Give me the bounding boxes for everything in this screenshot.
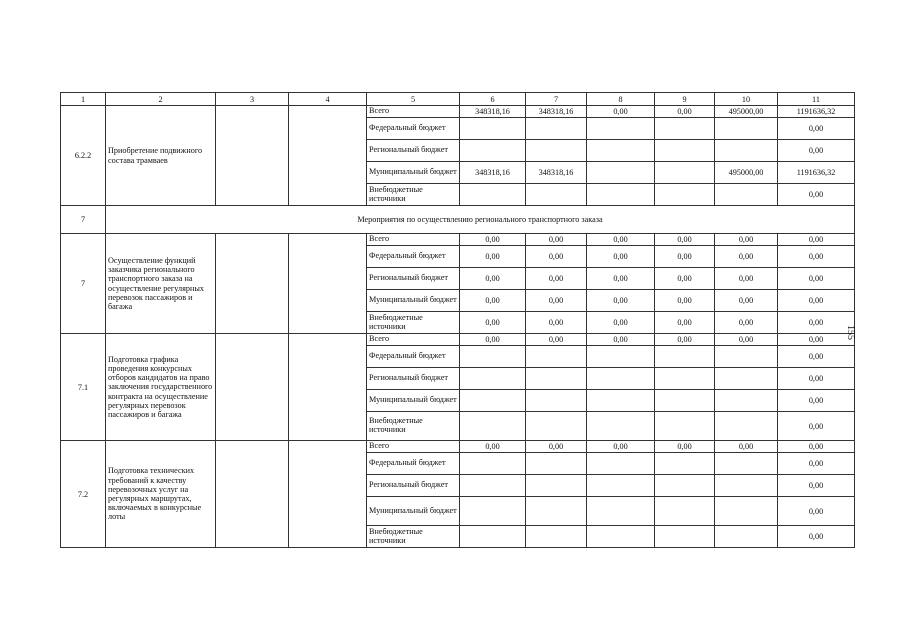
funding-source: Всего <box>367 234 460 246</box>
amount-cell <box>587 184 655 206</box>
amount-cell <box>460 390 526 412</box>
amount-cell <box>587 390 655 412</box>
column-header: 8 <box>587 93 655 106</box>
item-number: 7.2 <box>61 441 106 548</box>
col4-cell <box>289 234 367 334</box>
amount-cell <box>587 412 655 441</box>
col4-cell <box>289 334 367 441</box>
amount-cell <box>526 412 587 441</box>
amount-cell <box>655 184 715 206</box>
column-header: 10 <box>715 93 778 106</box>
amount-cell <box>587 368 655 390</box>
amount-cell: 0,00 <box>778 334 855 346</box>
amount-cell <box>460 475 526 497</box>
amount-cell: 0,00 <box>778 346 855 368</box>
section-row <box>61 206 855 234</box>
amount-cell: 0,00 <box>526 334 587 346</box>
amount-cell <box>526 526 587 548</box>
amount-cell: 0,00 <box>778 118 855 140</box>
amount-cell: 0,00 <box>460 268 526 290</box>
amount-cell <box>715 412 778 441</box>
amount-cell: 0,00 <box>778 234 855 246</box>
amount-cell: 0,00 <box>587 268 655 290</box>
amount-cell <box>655 368 715 390</box>
amount-cell <box>526 184 587 206</box>
amount-cell <box>715 118 778 140</box>
amount-cell <box>655 412 715 441</box>
funding-source: Федеральный бюджет <box>367 453 460 475</box>
funding-source: Внебюджетные источники <box>367 184 460 206</box>
amount-cell: 0,00 <box>460 234 526 246</box>
amount-cell: 0,00 <box>778 497 855 526</box>
funding-source: Внебюджетные источники <box>367 312 460 334</box>
amount-cell: 0,00 <box>655 290 715 312</box>
column-header: 2 <box>106 93 216 106</box>
col4-cell <box>289 441 367 548</box>
funding-source: Муниципальный бюджет <box>367 162 460 184</box>
column-header: 3 <box>216 93 289 106</box>
amount-cell: 0,00 <box>655 268 715 290</box>
amount-cell <box>526 368 587 390</box>
amount-cell: 0,00 <box>778 184 855 206</box>
amount-cell: 0,00 <box>715 268 778 290</box>
amount-cell: 0,00 <box>587 234 655 246</box>
amount-cell: 0,00 <box>715 334 778 346</box>
amount-cell <box>587 475 655 497</box>
amount-cell: 0,00 <box>587 246 655 268</box>
amount-cell: 495000,00 <box>715 162 778 184</box>
column-header: 6 <box>460 93 526 106</box>
amount-cell <box>460 118 526 140</box>
amount-cell <box>526 497 587 526</box>
amount-cell <box>655 475 715 497</box>
budget-table <box>60 92 855 548</box>
amount-cell <box>587 497 655 526</box>
funding-source: Внебюджетные источники <box>367 412 460 441</box>
amount-cell: 0,00 <box>778 368 855 390</box>
table-row <box>61 234 855 246</box>
section-number: 7 <box>61 206 106 234</box>
item-description: Осуществление функций заказчика регионального транспортного заказа на осуществление регулярных перевозок пассажиров и багажа <box>106 234 216 334</box>
amount-cell <box>715 497 778 526</box>
amount-cell <box>526 475 587 497</box>
amount-cell: 348318,16 <box>526 106 587 118</box>
item-number: 6.2.2 <box>61 106 106 206</box>
amount-cell <box>526 346 587 368</box>
amount-cell: 0,00 <box>587 290 655 312</box>
amount-cell <box>460 526 526 548</box>
amount-cell <box>460 140 526 162</box>
amount-cell: 0,00 <box>778 526 855 548</box>
amount-cell: 0,00 <box>778 390 855 412</box>
amount-cell: 0,00 <box>526 312 587 334</box>
amount-cell: 1191636,32 <box>778 162 855 184</box>
amount-cell: 0,00 <box>587 441 655 453</box>
amount-cell <box>460 453 526 475</box>
amount-cell <box>655 526 715 548</box>
amount-cell: 0,00 <box>460 441 526 453</box>
funding-source: Федеральный бюджет <box>367 118 460 140</box>
amount-cell <box>715 526 778 548</box>
amount-cell <box>587 453 655 475</box>
amount-cell: 0,00 <box>655 312 715 334</box>
amount-cell <box>460 497 526 526</box>
col4-cell <box>289 106 367 206</box>
col3-cell <box>216 334 289 441</box>
funding-source: Региональный бюджет <box>367 475 460 497</box>
header-row <box>61 93 855 106</box>
amount-cell <box>460 412 526 441</box>
column-header: 7 <box>526 93 587 106</box>
amount-cell <box>655 140 715 162</box>
amount-cell: 495000,00 <box>715 106 778 118</box>
amount-cell: 0,00 <box>460 246 526 268</box>
amount-cell: 0,00 <box>587 106 655 118</box>
amount-cell: 0,00 <box>460 334 526 346</box>
amount-cell: 0,00 <box>778 441 855 453</box>
funding-source: Муниципальный бюджет <box>367 390 460 412</box>
amount-cell: 0,00 <box>778 290 855 312</box>
funding-source: Внебюджетные источники <box>367 526 460 548</box>
amount-cell: 0,00 <box>715 290 778 312</box>
amount-cell <box>587 140 655 162</box>
amount-cell <box>655 497 715 526</box>
amount-cell: 0,00 <box>526 268 587 290</box>
amount-cell: 0,00 <box>778 453 855 475</box>
amount-cell: 0,00 <box>460 312 526 334</box>
amount-cell <box>715 453 778 475</box>
funding-source: Всего <box>367 106 460 118</box>
amount-cell <box>715 475 778 497</box>
col3-cell <box>216 234 289 334</box>
funding-source: Региональный бюджет <box>367 368 460 390</box>
funding-source: Региональный бюджет <box>367 268 460 290</box>
item-number: 7 <box>61 234 106 334</box>
amount-cell <box>587 526 655 548</box>
col3-cell <box>216 441 289 548</box>
amount-cell: 0,00 <box>715 441 778 453</box>
amount-cell <box>715 368 778 390</box>
amount-cell: 0,00 <box>587 334 655 346</box>
amount-cell <box>587 162 655 184</box>
amount-cell: 348318,16 <box>460 106 526 118</box>
amount-cell: 348318,16 <box>460 162 526 184</box>
funding-source: Всего <box>367 334 460 346</box>
amount-cell: 0,00 <box>778 312 855 334</box>
amount-cell: 0,00 <box>778 268 855 290</box>
column-header: 9 <box>655 93 715 106</box>
item-description: Подготовка графика проведения конкурсных отборов кандидатов на право заключения государственного контракта на осуществление регулярных перевозок пассажиров и багажа <box>106 334 216 441</box>
amount-cell <box>655 162 715 184</box>
amount-cell <box>715 140 778 162</box>
col3-cell <box>216 106 289 206</box>
amount-cell: 0,00 <box>778 412 855 441</box>
table-row <box>61 334 855 346</box>
amount-cell: 0,00 <box>526 234 587 246</box>
item-number: 7.1 <box>61 334 106 441</box>
item-description: Подготовка технических требований к качеству перевозочных услуг на регулярных маршрутах, включаемых в конкурсные лоты <box>106 441 216 548</box>
amount-cell <box>526 140 587 162</box>
funding-source: Федеральный бюджет <box>367 346 460 368</box>
amount-cell: 0,00 <box>655 106 715 118</box>
amount-cell: 0,00 <box>587 312 655 334</box>
amount-cell: 348318,16 <box>526 162 587 184</box>
amount-cell <box>715 390 778 412</box>
column-header: 5 <box>367 93 460 106</box>
amount-cell <box>460 184 526 206</box>
amount-cell: 0,00 <box>715 246 778 268</box>
amount-cell: 0,00 <box>655 234 715 246</box>
amount-cell: 0,00 <box>778 246 855 268</box>
amount-cell <box>715 346 778 368</box>
amount-cell: 1191636,32 <box>778 106 855 118</box>
amount-cell <box>460 368 526 390</box>
table-row <box>61 106 855 118</box>
amount-cell: 0,00 <box>526 290 587 312</box>
column-header: 4 <box>289 93 367 106</box>
amount-cell <box>655 453 715 475</box>
funding-source: Муниципальный бюджет <box>367 497 460 526</box>
item-description: Приобретение подвижного состава трамваев <box>106 106 216 206</box>
amount-cell <box>460 346 526 368</box>
amount-cell <box>655 346 715 368</box>
page-number: 155 <box>845 325 856 340</box>
amount-cell: 0,00 <box>778 140 855 162</box>
amount-cell: 0,00 <box>778 475 855 497</box>
column-header: 1 <box>61 93 106 106</box>
funding-source: Муниципальный бюджет <box>367 290 460 312</box>
amount-cell: 0,00 <box>526 441 587 453</box>
section-title: Мероприятия по осуществлению регионального транспортного заказа <box>106 206 855 234</box>
funding-source: Федеральный бюджет <box>367 246 460 268</box>
amount-cell <box>587 346 655 368</box>
amount-cell: 0,00 <box>715 312 778 334</box>
amount-cell <box>655 390 715 412</box>
amount-cell <box>715 184 778 206</box>
amount-cell <box>526 390 587 412</box>
column-header: 11 <box>778 93 855 106</box>
amount-cell: 0,00 <box>655 246 715 268</box>
funding-source: Всего <box>367 441 460 453</box>
amount-cell: 0,00 <box>526 246 587 268</box>
amount-cell <box>587 118 655 140</box>
amount-cell: 0,00 <box>655 441 715 453</box>
table-row <box>61 441 855 453</box>
amount-cell <box>526 118 587 140</box>
amount-cell <box>655 118 715 140</box>
amount-cell: 0,00 <box>460 290 526 312</box>
amount-cell: 0,00 <box>715 234 778 246</box>
amount-cell: 0,00 <box>655 334 715 346</box>
amount-cell <box>526 453 587 475</box>
funding-source: Региональный бюджет <box>367 140 460 162</box>
